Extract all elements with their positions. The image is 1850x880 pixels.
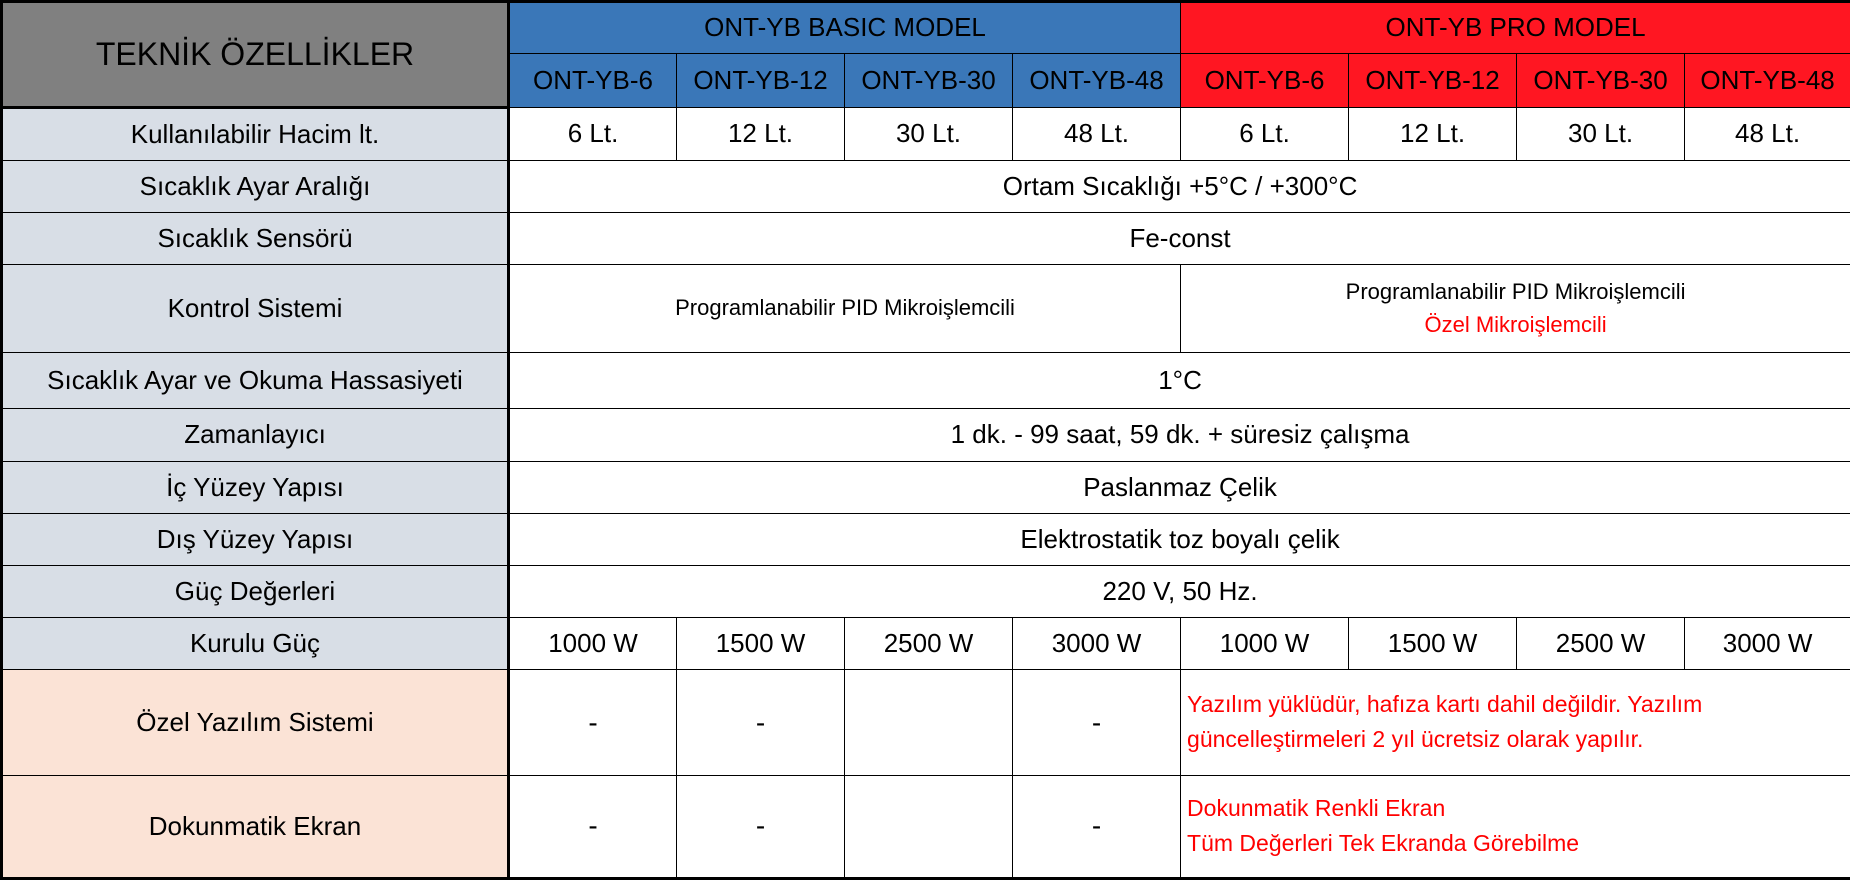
volume-cell: 30 Lt. — [845, 108, 1013, 160]
software-basic-cell: - — [509, 670, 677, 775]
software-pro-line2: güncelleştirmeleri 2 yıl ücretsiz olarak yapılır. — [1187, 726, 1644, 753]
basic-variant-30: ONT-YB-30 — [845, 54, 1013, 108]
basic-model-header: ONT-YB BASIC MODEL — [509, 2, 1181, 54]
table-row — [2, 108, 1850, 160]
table-row — [2, 160, 1850, 212]
table-row — [2, 565, 1850, 617]
volume-cell: 48 Lt. — [1013, 108, 1181, 160]
row-label-software: Özel Yazılım Sistemi — [2, 670, 509, 775]
pro-variant-12: ONT-YB-12 — [1349, 54, 1517, 108]
installed-cell: 3000 W — [1685, 618, 1850, 670]
table-row — [2, 409, 1850, 461]
table-title: TEKNİK ÖZELLİKLER — [2, 2, 509, 108]
row-label-temp-range: Sıcaklık Ayar Aralığı — [2, 160, 509, 212]
row-label-outer: Dış Yüzey Yapısı — [2, 513, 509, 565]
outer-value: Elektrostatik toz boyalı çelik — [509, 513, 1850, 565]
software-basic-cell: - — [677, 670, 845, 775]
control-pro-line1: Programlanabilir PID Mikroişlemcili — [1345, 279, 1686, 305]
sensor-value: Fe-const — [509, 212, 1850, 264]
table-row — [2, 775, 1850, 878]
table-row — [2, 264, 1850, 352]
table-row — [2, 670, 1850, 775]
volume-cell: 12 Lt. — [1349, 108, 1517, 160]
volume-cell: 6 Lt. — [509, 108, 677, 160]
installed-cell: 1500 W — [1349, 618, 1517, 670]
row-label-control: Kontrol Sistemi — [2, 264, 509, 352]
row-label-timer: Zamanlayıcı — [2, 409, 509, 461]
installed-cell: 2500 W — [845, 618, 1013, 670]
pro-variant-48: ONT-YB-48 — [1685, 54, 1850, 108]
row-label-power: Güç Değerleri — [2, 565, 509, 617]
pro-variant-6: ONT-YB-6 — [1181, 54, 1349, 108]
installed-cell: 1000 W — [509, 618, 677, 670]
row-label-sensor: Sıcaklık Sensörü — [2, 212, 509, 264]
installed-cell: 1000 W — [1181, 618, 1349, 670]
pro-variant-30: ONT-YB-30 — [1517, 54, 1685, 108]
timer-value: 1 dk. - 99 saat, 59 dk. + süresiz çalışma — [509, 409, 1850, 461]
volume-cell: 12 Lt. — [677, 108, 845, 160]
row-label-precision: Sıcaklık Ayar ve Okuma Hassasiyeti — [2, 353, 509, 409]
basic-variant-12: ONT-YB-12 — [677, 54, 845, 108]
table-row — [2, 212, 1850, 264]
control-pro-value — [1181, 264, 1850, 352]
pro-model-header: ONT-YB PRO MODEL — [1181, 2, 1850, 54]
volume-cell: 48 Lt. — [1685, 108, 1850, 160]
table-row — [2, 461, 1850, 513]
control-basic-value: Programlanabilir PID Mikroişlemcili — [509, 264, 1181, 352]
software-pro-value — [1181, 670, 1850, 775]
touchscreen-pro-line1: Dokunmatik Renkli Ekran — [1187, 794, 1446, 821]
table-row — [2, 618, 1850, 670]
precision-value: 1°C — [509, 353, 1850, 409]
volume-cell: 30 Lt. — [1517, 108, 1685, 160]
touchscreen-basic-cell: - — [509, 775, 677, 878]
touchscreen-pro-value — [1181, 775, 1850, 878]
touchscreen-basic-cell: - — [1013, 775, 1181, 878]
touchscreen-basic-cell: - — [677, 775, 845, 878]
table-row — [2, 513, 1850, 565]
software-pro-line1: Yazılım yüklüdür, hafıza kartı dahil değildir. Yazılım — [1187, 690, 1703, 717]
installed-cell: 1500 W — [677, 618, 845, 670]
volume-cell: 6 Lt. — [1181, 108, 1349, 160]
row-label-volume: Kullanılabilir Hacim lt. — [2, 108, 509, 160]
temp-range-value: Ortam Sıcaklığı +5°C / +300°C — [509, 160, 1850, 212]
row-label-touchscreen: Dokunmatik Ekran — [2, 775, 509, 878]
row-label-installed: Kurulu Güç — [2, 618, 509, 670]
software-basic-cell — [845, 670, 1013, 775]
power-value: 220 V, 50 Hz. — [509, 565, 1850, 617]
row-label-inner: İç Yüzey Yapısı — [2, 461, 509, 513]
basic-variant-6: ONT-YB-6 — [509, 54, 677, 108]
inner-value: Paslanmaz Çelik — [509, 461, 1850, 513]
installed-cell: 3000 W — [1013, 618, 1181, 670]
touchscreen-pro-line2: Tüm Değerleri Tek Ekranda Görebilme — [1187, 830, 1580, 857]
software-basic-cell: - — [1013, 670, 1181, 775]
table-row — [2, 353, 1850, 409]
installed-cell: 2500 W — [1517, 618, 1685, 670]
touchscreen-basic-cell — [845, 775, 1013, 878]
control-pro-line2: Özel Mikroişlemcili — [1424, 311, 1607, 337]
basic-variant-48: ONT-YB-48 — [1013, 54, 1181, 108]
